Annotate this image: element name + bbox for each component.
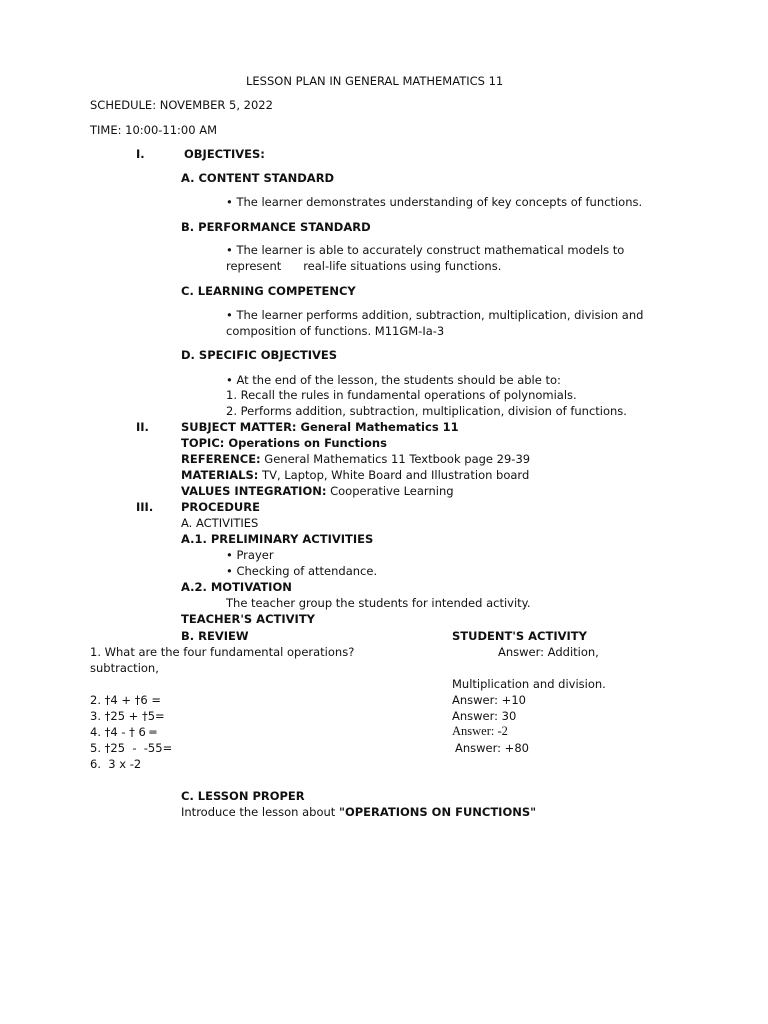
lesson-intro-line (181, 805, 536, 819)
performance-standard-bullet-line1: • The learner is able to accurately construct mathematical models to (226, 243, 625, 257)
values-value: Cooperative Learning (326, 484, 454, 498)
document-title: LESSON PLAN IN GENERAL MATHEMATICS 11 (246, 74, 504, 88)
subject-matter: SUBJECT MATTER: General Mathematics 11 (181, 420, 459, 434)
motivation-text: The teacher group the students for intended activity. (226, 596, 531, 610)
schedule-line: SCHEDULE: NOVEMBER 5, 2022 (90, 98, 273, 112)
objectives-heading: OBJECTIVES: (184, 147, 265, 161)
learning-competency-bullet-line2: composition of functions. M11GM-Ia-3 (226, 324, 445, 338)
attendance-item: • Checking of attendance. (226, 564, 378, 578)
content-standard-bullet: • The learner demonstrates understanding of key concepts of functions. (226, 195, 643, 209)
lesson-proper-heading: C. LESSON PROPER (181, 789, 305, 803)
preliminary-heading: A.1. PRELIMINARY ACTIVITIES (181, 532, 374, 546)
prayer-item: • Prayer (226, 548, 274, 562)
motivation-heading: A.2. MOTIVATION (181, 580, 292, 594)
learning-competency-heading: C. LEARNING COMPETENCY (181, 284, 356, 298)
question-6: 6. 3 x -2 (90, 757, 142, 771)
section-1-numeral: I. (136, 147, 145, 161)
procedure-heading: PROCEDURE (181, 500, 260, 514)
values-line (181, 484, 454, 498)
question-1: 1. What are the four fundamental operations? (90, 645, 355, 659)
question-5: 5. †25 - -55= (90, 741, 173, 755)
answer-1-continued: Multiplication and division. (452, 677, 606, 691)
answer-3: Answer: 30 (452, 709, 517, 723)
learning-competency-bullet-line1: • The learner performs addition, subtraction, multiplication, division and (226, 308, 644, 322)
materials-value: TV, Laptop, White Board and Illustration board (258, 468, 530, 482)
question-4: 4. †4 - † 6 ═ (90, 725, 157, 739)
section-2-numeral: II. (136, 420, 149, 434)
materials-line (181, 468, 529, 482)
performance-standard-bullet-line2: represent real-life situations using functions. (226, 259, 502, 273)
time-line: TIME: 10:00-11:00 AM (90, 123, 218, 137)
teachers-activity-heading: TEACHER'S ACTIVITY (181, 612, 315, 626)
materials-label: MATERIALS: (181, 468, 259, 482)
reference-value: General Mathematics 11 Textbook page 29-39 (260, 452, 531, 466)
answer-1: Answer: Addition, (498, 645, 599, 659)
question-2: 2. †4 + †6 = (90, 693, 161, 707)
specific-objectives-heading: D. SPECIFIC OBJECTIVES (181, 348, 338, 362)
specific-objectives-intro: • At the end of the lesson, the students should be able to: (226, 373, 561, 387)
reference-label: REFERENCE: (181, 452, 261, 466)
reference-line (181, 452, 530, 466)
specific-objective-2: 2. Performs addition, subtraction, multiplication, division of functions. (226, 404, 627, 418)
section-3-numeral: III. (136, 500, 154, 514)
answer-5: Answer: +80 (455, 741, 529, 755)
question-1-continued: subtraction, (90, 661, 159, 675)
topic-line: TOPIC: Operations on Functions (181, 436, 387, 450)
activities-heading: A. ACTIVITIES (181, 516, 259, 530)
question-3: 3. †25 + †5= (90, 709, 165, 723)
content-standard-heading: A. CONTENT STANDARD (181, 171, 335, 185)
answer-4: Answer: -2 (452, 724, 508, 738)
answer-2: Answer: +10 (452, 693, 526, 707)
values-label: VALUES INTEGRATION: (181, 484, 327, 498)
lesson-intro-topic: "OPERATIONS ON FUNCTIONS" (338, 805, 537, 819)
performance-standard-heading: B. PERFORMANCE STANDARD (181, 220, 371, 234)
specific-objective-1: 1. Recall the rules in fundamental operations of polynomials. (226, 388, 577, 402)
lesson-intro-text: Introduce the lesson about (181, 805, 339, 819)
students-activity-heading: STUDENT'S ACTIVITY (452, 629, 587, 643)
review-heading: B. REVIEW (181, 629, 249, 643)
